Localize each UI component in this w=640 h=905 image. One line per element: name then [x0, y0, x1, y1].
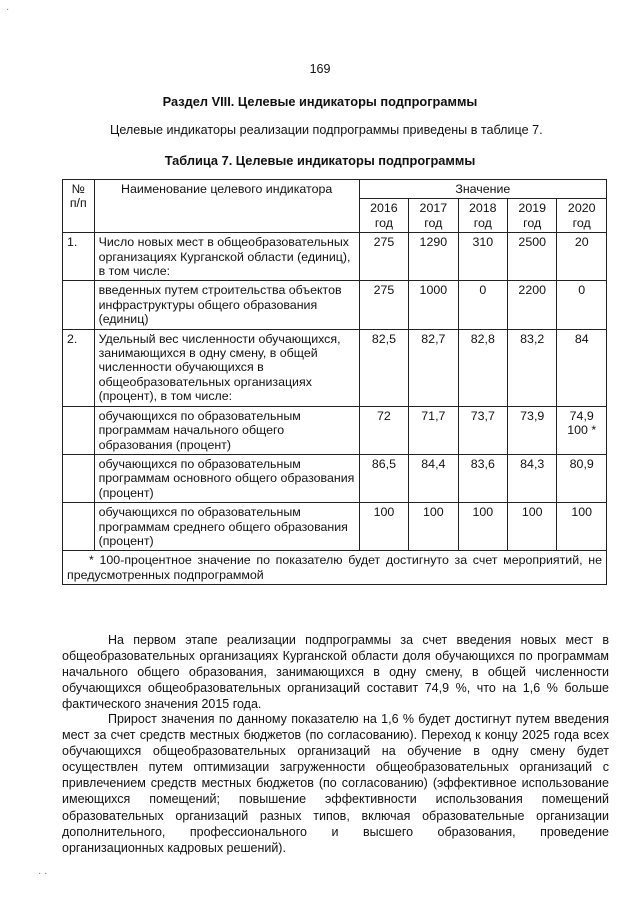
- row-value: 83,6: [458, 454, 507, 502]
- row-value: 73,9: [508, 406, 557, 454]
- row-value: 74,9 100 *: [557, 406, 607, 454]
- row-value: 310: [458, 233, 507, 281]
- row-value: 80,9: [557, 454, 607, 502]
- row-value: 86,5: [359, 454, 408, 502]
- row-value: 2200: [508, 281, 557, 329]
- row-value: 1000: [409, 281, 458, 329]
- indicators-table: [62, 179, 607, 585]
- header-num: № п/п: [63, 180, 95, 233]
- row-value: 72: [359, 406, 408, 454]
- row-value: 0: [557, 281, 607, 329]
- header-year: 2018 год: [458, 199, 507, 233]
- scan-mark: ·: [6, 4, 10, 15]
- table-row: [63, 329, 607, 406]
- header-year: 2016 год: [359, 199, 408, 233]
- row-num: [63, 454, 95, 502]
- row-num: [63, 406, 95, 454]
- table-row: [63, 233, 607, 281]
- paragraph: Прирост значения по данному показателю на 1,6 % будет достигнут путем введения мест за счет средств местных бюджетов (по согласованию). Переход к концу 2025 года всех обучающихся общеобразовательных организаций на обучение в одну смену будет осуществлен путем оптимизации загруженности общеобразовательных организаций с привлечением средств местных бюджетов (по согласованию) (эффективное использование имеющихся помещений; повышение эффективности использования помещений образовательных организаций разных типов, включая образовательные организации дополнительного, профессионального и высшего образования, проведение организационных кадровых решений).: [62, 712, 609, 855]
- scan-mark: · ·: [38, 868, 48, 879]
- section-title: Раздел VIII. Целевые индикаторы подпрограммы: [162, 94, 478, 109]
- page-number: 169: [309, 62, 331, 76]
- row-name: введенных путем строительства объектов инфраструктуры общего образования (единиц): [94, 281, 359, 329]
- row-value: 100: [409, 503, 458, 551]
- row-value: 0: [458, 281, 507, 329]
- intro-text: Целевые индикаторы реализации подпрограммы приведены в таблице 7.: [110, 123, 543, 137]
- table-footnote: * 100-процентное значение по показателю будет достигнуто за счет мероприятий, не предусмотренных подпрограммой: [63, 551, 607, 585]
- row-name: обучающихся по образовательным программам начального общего образования (процент): [94, 406, 359, 454]
- row-value: 1290: [409, 233, 458, 281]
- row-value: 100: [458, 503, 507, 551]
- header-year: 2017 год: [409, 199, 458, 233]
- row-value: 100: [359, 503, 408, 551]
- row-value: 84,3: [508, 454, 557, 502]
- row-value: 20: [557, 233, 607, 281]
- row-value: 73,7: [458, 406, 507, 454]
- row-value: 82,8: [458, 329, 507, 406]
- row-value: 2500: [508, 233, 557, 281]
- header-value: Значение: [359, 180, 606, 199]
- row-value: 84: [557, 329, 607, 406]
- row-value: 100: [557, 503, 607, 551]
- row-value: 275: [359, 233, 408, 281]
- row-num: [63, 281, 95, 329]
- row-value: 275: [359, 281, 408, 329]
- header-name: Наименование целевого индикатора: [94, 180, 359, 233]
- row-num: 2.: [63, 329, 95, 406]
- row-value: 71,7: [409, 406, 458, 454]
- row-value: 83,2: [508, 329, 557, 406]
- row-value: 82,5: [359, 329, 408, 406]
- row-name: Число новых мест в общеобразовательных организациях Курганской области (единиц), в том числе:: [94, 233, 359, 281]
- table-title: Таблица 7. Целевые индикаторы подпрограммы: [164, 153, 476, 168]
- table-header-row: [63, 180, 607, 199]
- header-year: 2020 год: [557, 199, 607, 233]
- table-row: [63, 503, 607, 551]
- header-year: 2019 год: [508, 199, 557, 233]
- row-value: 82,7: [409, 329, 458, 406]
- row-value: 100: [508, 503, 557, 551]
- row-num: 1.: [63, 233, 95, 281]
- paragraph: На первом этапе реализации подпрограммы за счет введения новых мест в общеобразовательных организациях Курганской области доля обучающихся по программам начального общего образования, занимающихся в одну смену, в общей численности обучающихся общеобразовательных организаций составит 74,9 %, что на 1,6 % больше фактического значения 2015 года.: [62, 633, 609, 712]
- table-row: [63, 406, 607, 454]
- row-num: [63, 503, 95, 551]
- table-row: [63, 454, 607, 502]
- table-footnote-row: [63, 551, 607, 585]
- row-name: обучающихся по образовательным программам основного общего образования (процент): [94, 454, 359, 502]
- row-name: обучающихся по образовательным программам среднего общего образования (процент): [94, 503, 359, 551]
- table-row: [63, 281, 607, 329]
- row-name: Удельный вес численности обучающихся, занимающихся в одну смену, в общей численности обучающихся в общеобразовательных организациях (процент), в том числе:: [94, 329, 359, 406]
- row-value: 84,4: [409, 454, 458, 502]
